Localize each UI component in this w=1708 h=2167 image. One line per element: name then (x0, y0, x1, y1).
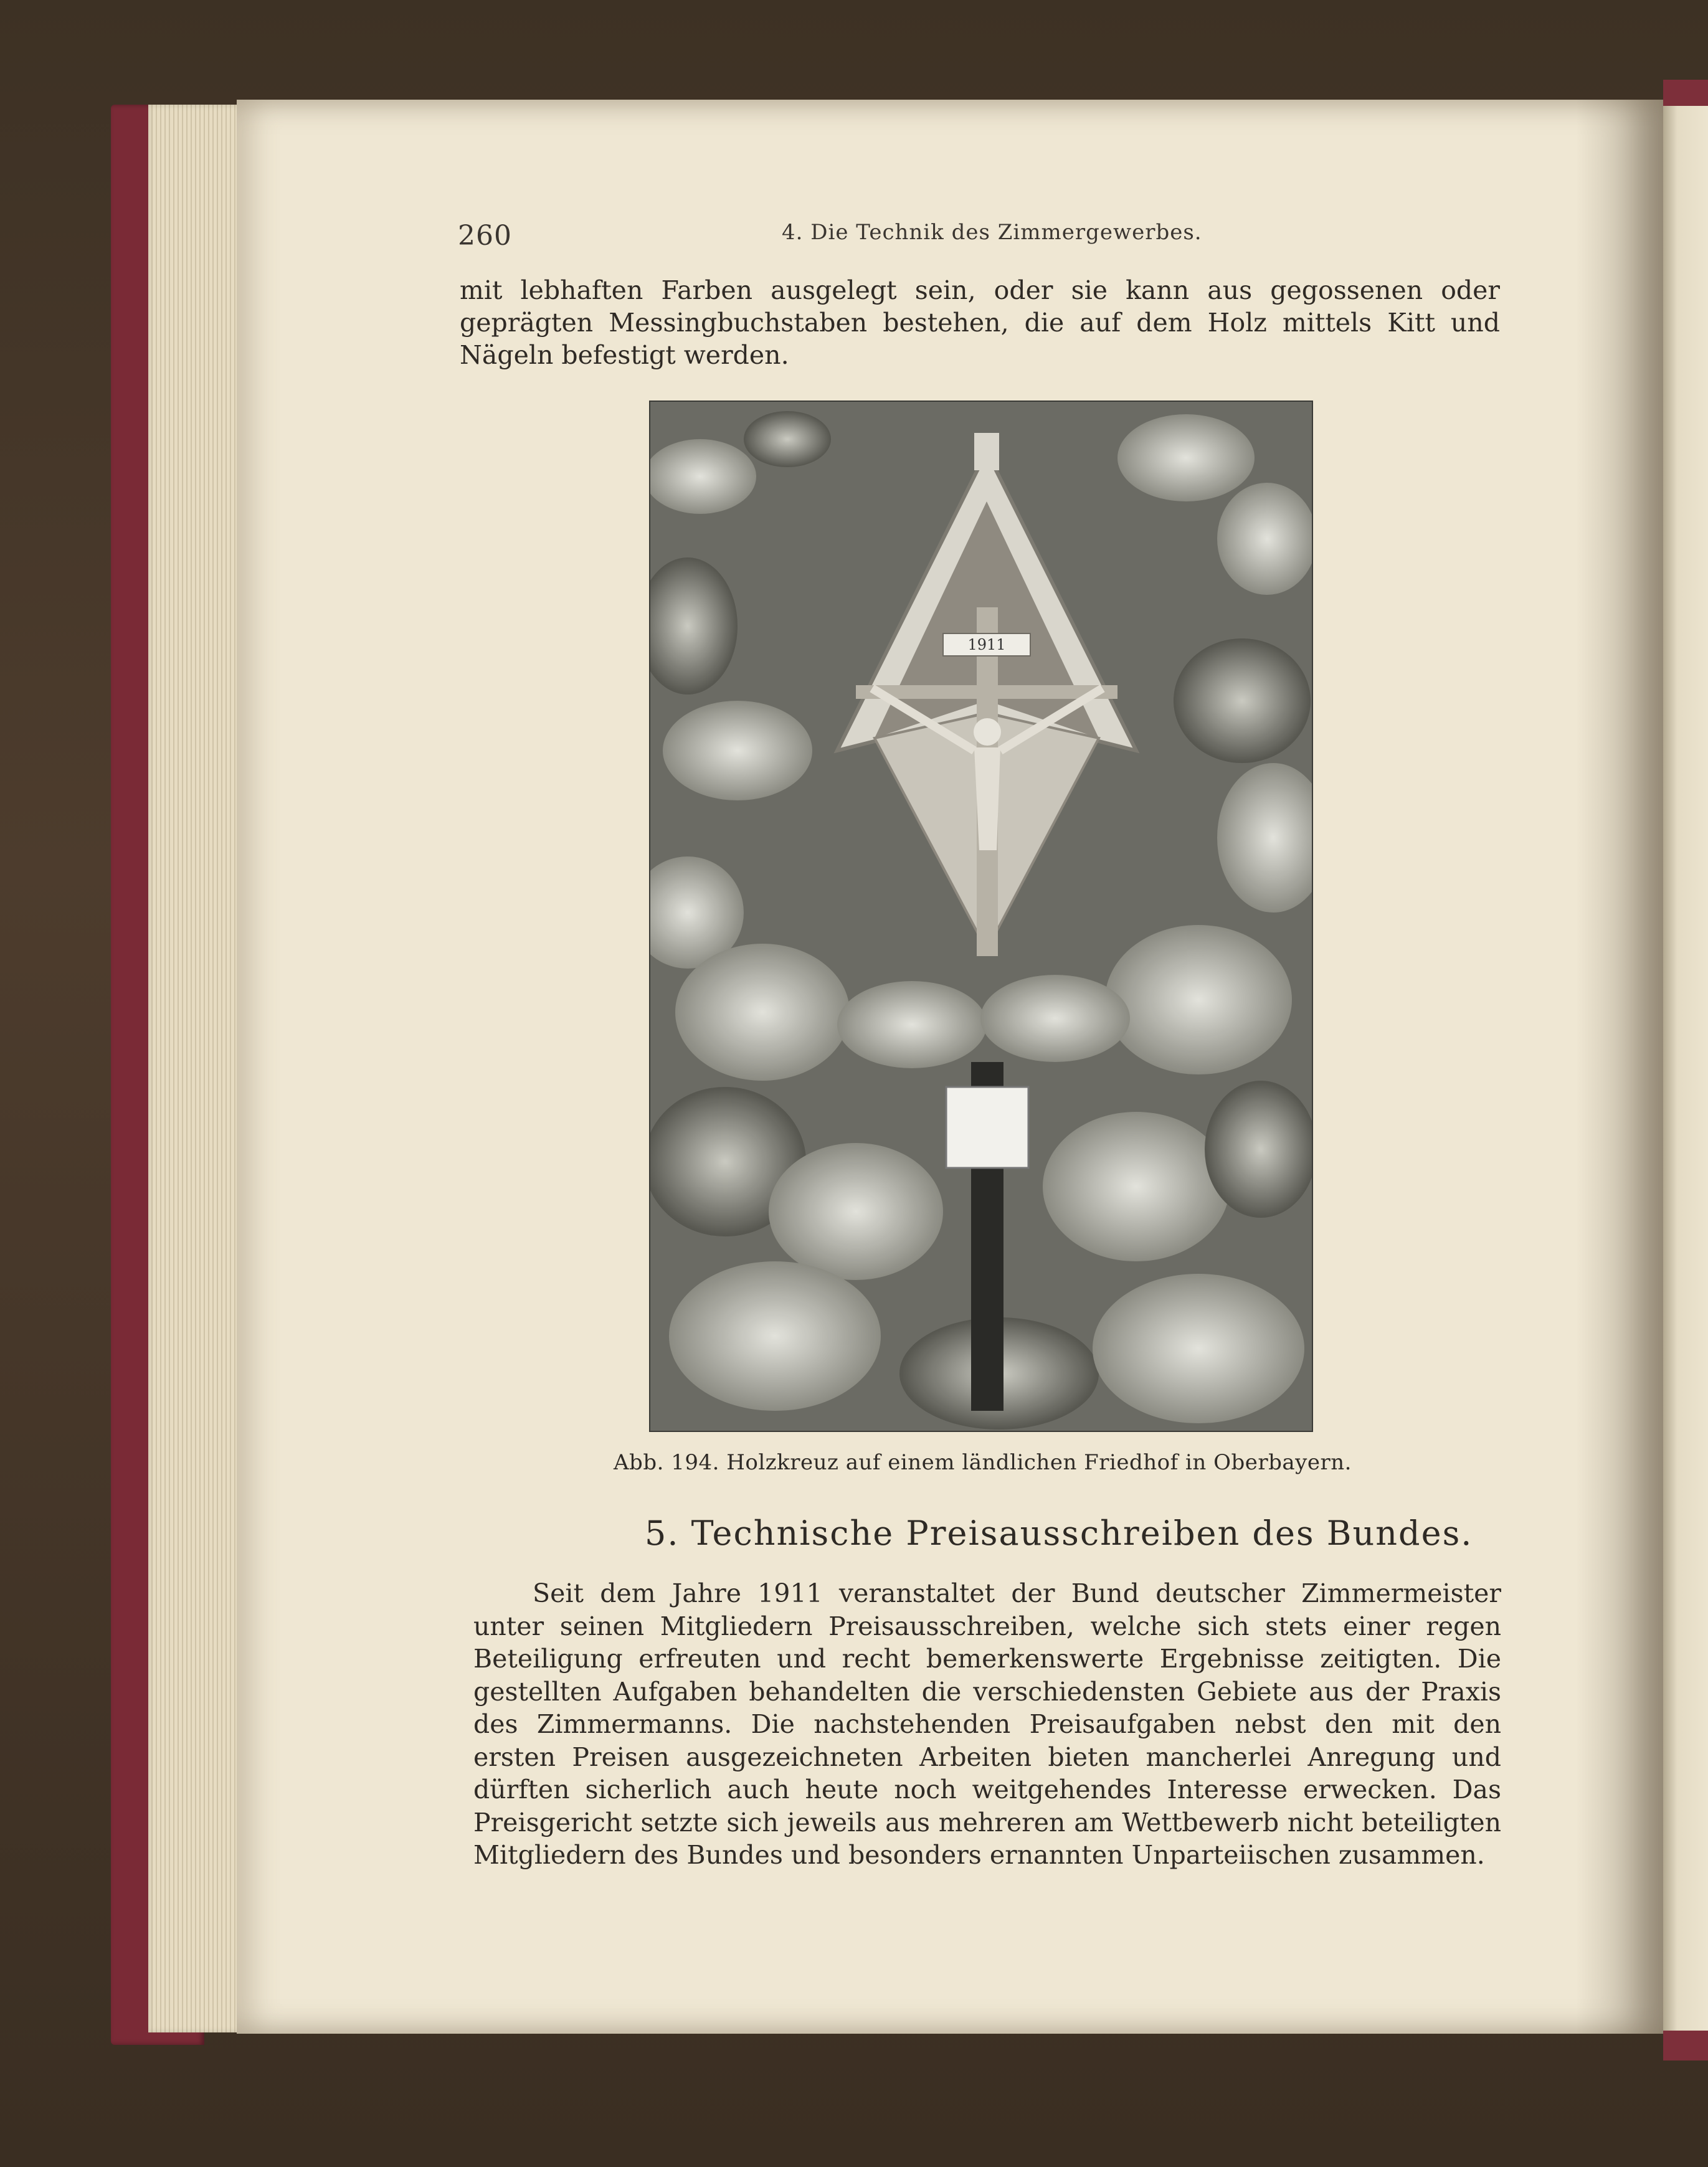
page-edges (148, 105, 242, 2032)
intro-paragraph: mit lebhaften Farben ausgelegt sein, oder sie kann aus gegossenen oder geprägten Messingbuchstaben bestehen, die auf dem Holz mittels Kitt und Nägeln befestigt werden. (460, 275, 1500, 370)
show-through-shadow (822, 1831, 1383, 1918)
figure-caption: Abb. 194. Holzkreuz auf einem ländlichen Friedhof in Oberbayern. (614, 1450, 1352, 1475)
page-number: 260 (458, 220, 512, 252)
section-paragraph (473, 1577, 1501, 1872)
section-heading: 5. Technische Preisausschreiben des Bundes. (645, 1514, 1473, 1553)
wooden-cross-photo (650, 402, 1312, 1431)
chapter-title: 4. Die Technik des Zimmergewerbes. (782, 220, 1202, 245)
facing-page-edge (1661, 106, 1708, 2031)
cross-date-label: 1911 (967, 636, 1006, 653)
running-head (458, 215, 1377, 258)
section-paragraph-text: Seit dem Jahre 1911 veranstaltet der Bund deutscher Zimmermeister unter seinen Mitgliedern Preisausschreiben, welche sich stets einer regen Beteiligung erfreuten und recht bemerkenswerte Ergebnisse zeitigten. Die gestellten Aufgaben behandelten die verschiedensten Gebiete aus der Praxis des Zimmermanns. Die nachstehenden Preisaufgaben nebst den mit den ersten Preisen ausgezeichneten Arbeiten bieten mancherlei Anregung und dürften sicherlich auch heute noch weitgehendes Interesse erwecken. Das Preisgericht setzte sich jeweils aus mehreren am Wettbewerb nicht beteiligten Mitgliedern des Bundes und besonders ernannten Unparteiischen zusammen. (473, 1578, 1501, 1870)
gutter-shadow (1576, 100, 1663, 2034)
figure-photograph (649, 401, 1313, 1432)
